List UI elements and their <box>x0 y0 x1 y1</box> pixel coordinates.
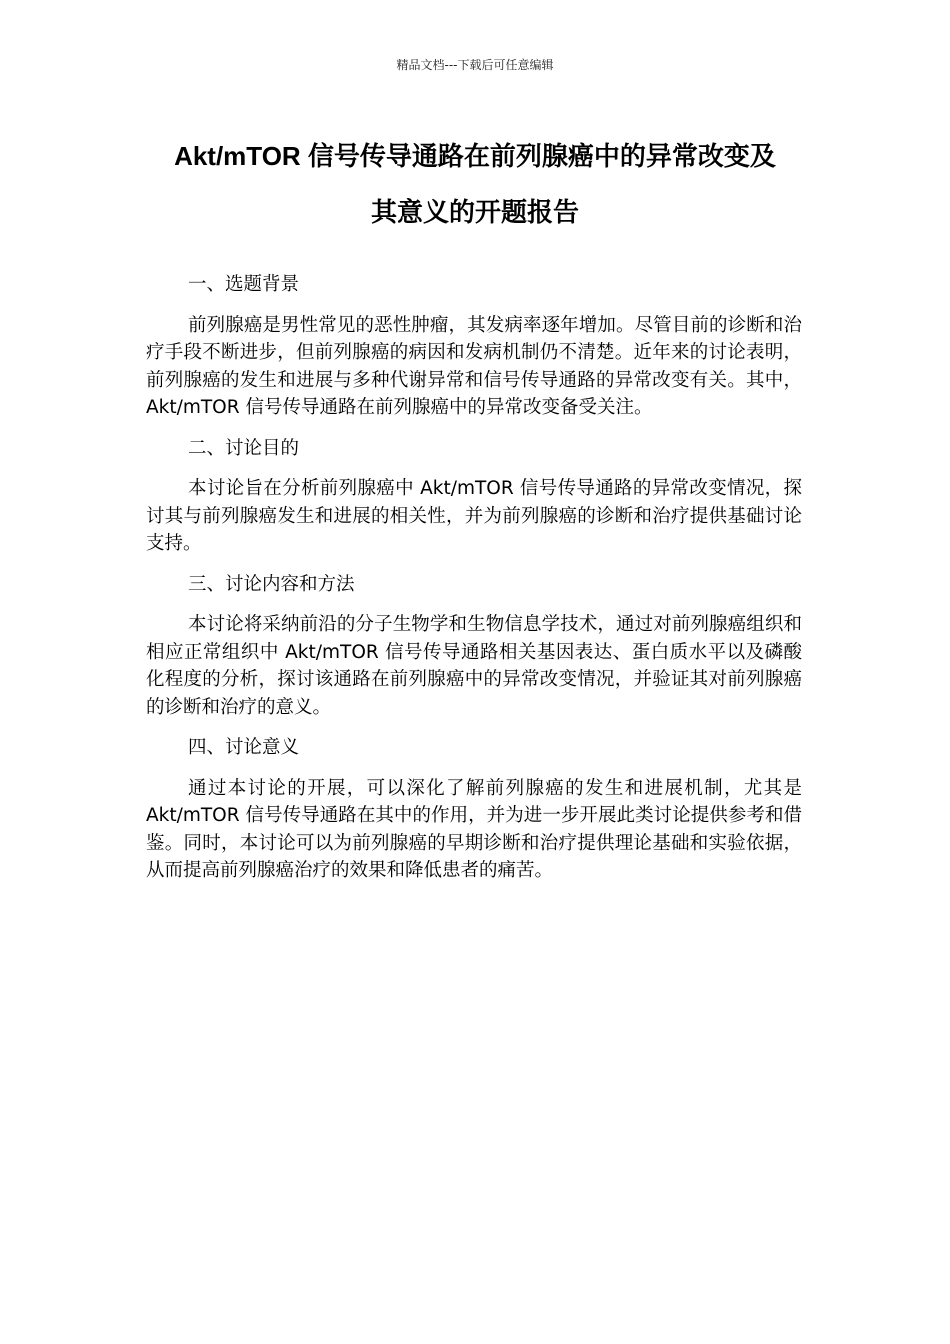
page-header-watermark: 精品文档---下载后可任意编辑 <box>396 58 554 72</box>
section-paragraph: 本讨论将采纳前沿的分子生物学和生物信息学技术，通过对前列腺癌组织和相应正常组织中 Akt/mTOR 信号传导通路相关基因表达、蛋白质水平以及磷酸化程度的分析，探讨该通路在前列腺癌中的异常改变情况，并验证其对前列腺癌的诊断和治疗的意义。 <box>146 614 802 718</box>
section-heading: 三、讨论内容和方法 <box>188 573 355 595</box>
section-paragraph: 本讨论旨在分析前列腺癌中 Akt/mTOR 信号传导通路的异常改变情况，探讨其与前列腺癌发生和进展的相关性，并为前列腺癌的诊断和治疗提供基础讨论支持。 <box>146 478 802 554</box>
document-title <box>120 128 830 240</box>
section-heading: 二、讨论目的 <box>188 437 300 459</box>
section-content-and-methods <box>146 571 802 722</box>
section-significance <box>146 734 802 885</box>
document-body <box>146 271 802 898</box>
section-heading: 一、选题背景 <box>188 274 300 295</box>
section-heading: 四、讨论意义 <box>188 737 300 758</box>
document-title-line-1: Akt/mTOR 信号传导通路在前列腺癌中的异常改变及 <box>174 141 776 171</box>
section-background <box>146 271 802 422</box>
document-title-line-2: 其意义的开题报告 <box>370 197 579 227</box>
section-purpose <box>146 435 802 558</box>
section-paragraph: 通过本讨论的开展，可以深化了解前列腺癌的发生和进展机制，尤其是 Akt/mTOR 信号传导通路在其中的作用，并为进一步开展此类讨论提供参考和借鉴。同时，本讨论可以为前列腺癌的早期诊断和治疗提供理论基础和实验依据，从而提高前列腺癌治疗的效果和降低患者的痛苦。 <box>146 777 802 881</box>
section-paragraph: 前列腺癌是男性常见的恶性肿瘤，其发病率逐年增加。尽管目前的诊断和治疗手段不断进步，但前列腺癌的病因和发病机制仍不清楚。近年来的讨论表明，前列腺癌的发生和进展与多种代谢异常和信号传导通路的异常改变有关。其中，Akt/mTOR 信号传导通路在前列腺癌中的异常改变备受关注。 <box>146 314 802 418</box>
